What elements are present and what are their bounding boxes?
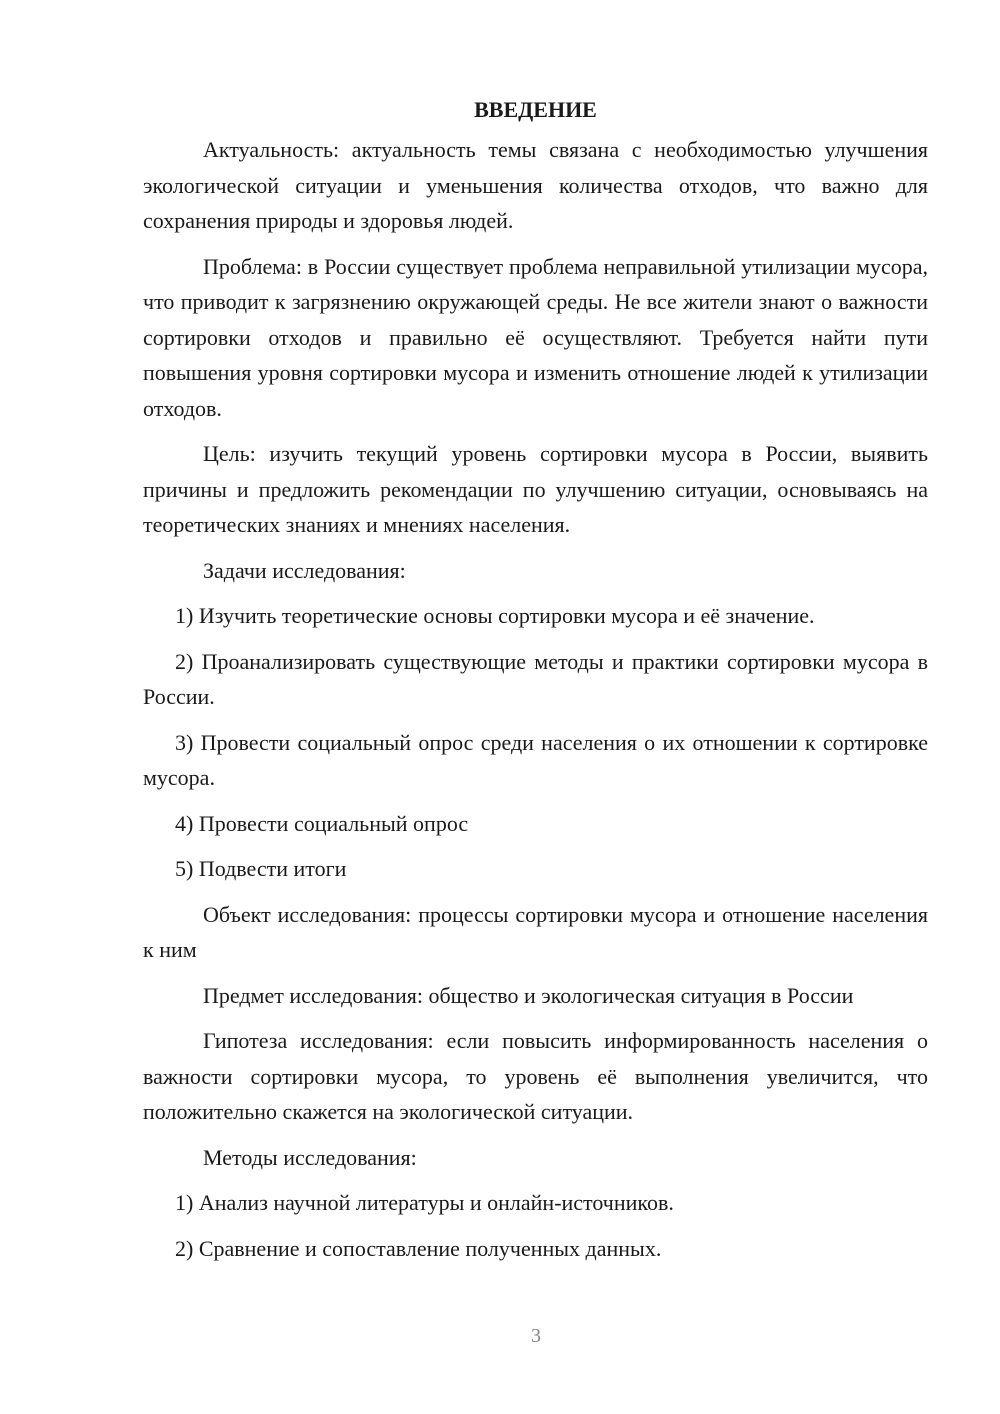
task-item: 2) Проанализировать существующие методы и практики сортировки мусора в России. [143,648,928,709]
object-paragraph: Объект исследования: процессы сортировки мусора и отношение населения к ним [143,901,928,962]
task-item: 5) Подвести итоги [175,856,347,881]
task-item: 3) Провести социальный опрос среди населения о их отношении к сортировке мусора. [143,729,928,790]
relevance-paragraph: Актуальность: актуальность темы связана с необходимостью улучшения экологической ситуации и уменьшения количества отходов, что важно для сохранения природы и здоровья людей. [143,137,928,233]
method-item: 1) Анализ научной литературы и онлайн-источников. [175,1190,674,1215]
goal-paragraph: Цель: изучить текущий уровень сортировки мусора в России, выявить причины и предложить рекомендации по улучшению ситуации, основываясь на теоретических знаниях и мнениях населения. [143,441,928,537]
method-item: 2) Сравнение и сопоставление полученных данных. [175,1235,662,1261]
page-number: 3 [531,1325,541,1347]
subject-paragraph: Предмет исследования: общество и экологическая ситуация в России [203,982,854,1008]
methods-title: Методы исследования: [203,1144,417,1170]
tasks-title: Задачи исследования: [203,557,406,583]
problem-paragraph: Проблема: в России существует проблема неправильной утилизации мусора, что приводит к загрязнению окружающей среды. Не все жители знают о важности сортировки отходов и правильно её осуществляют. Требуется найти пути повышения уровня сортировки мусора и изменить отношение людей к утилизации отходов. [143,253,928,421]
section-heading: ВВЕДЕНИЕ [474,97,597,122]
task-item: 4) Провести социальный опрос [175,810,469,836]
hypothesis-paragraph: Гипотеза исследования: если повысить информированность населения о важности сортировки мусора, то уровень её выполнения увеличится, что положительно скажется на экологической ситуации. [143,1028,928,1124]
document-page [143,92,928,1276]
task-item: 1) Изучить теоретические основы сортировки мусора и её значение. [175,603,815,628]
